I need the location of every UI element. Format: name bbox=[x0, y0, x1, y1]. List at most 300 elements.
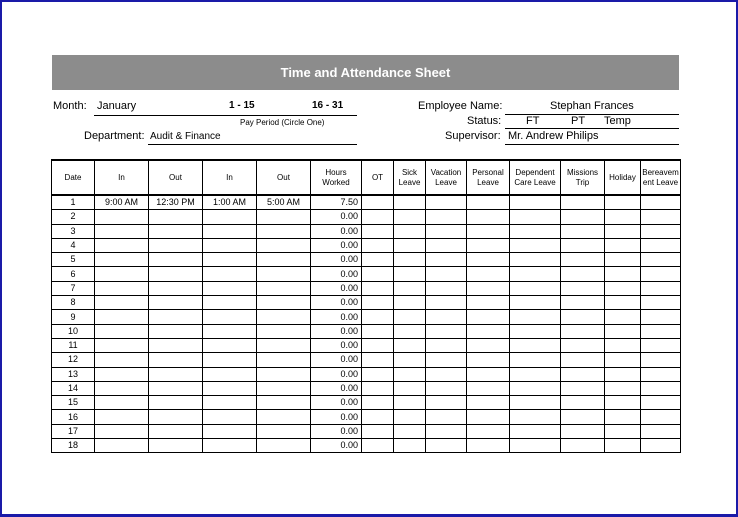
in-1-cell[interactable] bbox=[95, 210, 149, 224]
in-2-cell[interactable] bbox=[203, 353, 257, 367]
period-first-half[interactable]: 1 - 15 bbox=[229, 100, 255, 111]
hours-worked-cell[interactable]: 0.00 bbox=[311, 296, 362, 310]
ot-cell[interactable] bbox=[362, 210, 394, 224]
hours-worked-cell[interactable]: 0.00 bbox=[311, 310, 362, 324]
sick-leave-cell[interactable] bbox=[394, 267, 426, 281]
date-cell[interactable]: 4 bbox=[52, 238, 95, 252]
personal-leave-cell[interactable] bbox=[467, 296, 510, 310]
sick-leave-cell[interactable] bbox=[394, 310, 426, 324]
hours-worked-cell[interactable]: 0.00 bbox=[311, 439, 362, 453]
table-row bbox=[52, 310, 681, 324]
sick-leave-cell[interactable] bbox=[394, 424, 426, 438]
bereavement-leave-cell[interactable] bbox=[641, 238, 681, 252]
hours-worked-cell[interactable]: 7.50 bbox=[311, 195, 362, 210]
vacation-leave-cell[interactable] bbox=[426, 381, 467, 395]
in-2-cell[interactable] bbox=[203, 439, 257, 453]
vacation-leave-cell[interactable] bbox=[426, 281, 467, 295]
in-1-cell[interactable]: 9:00 AM bbox=[95, 195, 149, 210]
col-in-2: In bbox=[203, 160, 257, 195]
missions-trip-cell[interactable] bbox=[561, 253, 605, 267]
holiday-cell[interactable] bbox=[605, 281, 641, 295]
vacation-leave-cell[interactable] bbox=[426, 439, 467, 453]
ot-cell[interactable] bbox=[362, 338, 394, 352]
in-2-cell[interactable] bbox=[203, 296, 257, 310]
ot-cell[interactable] bbox=[362, 238, 394, 252]
out-2-cell[interactable] bbox=[257, 224, 311, 238]
holiday-cell[interactable] bbox=[605, 310, 641, 324]
vacation-leave-cell[interactable] bbox=[426, 296, 467, 310]
in-2-cell[interactable] bbox=[203, 324, 257, 338]
out-2-cell[interactable] bbox=[257, 310, 311, 324]
in-1-cell[interactable] bbox=[95, 396, 149, 410]
holiday-cell[interactable] bbox=[605, 424, 641, 438]
holiday-cell[interactable] bbox=[605, 396, 641, 410]
table-row bbox=[52, 253, 681, 267]
ot-cell[interactable] bbox=[362, 367, 394, 381]
in-1-cell[interactable] bbox=[95, 253, 149, 267]
table-row bbox=[52, 267, 681, 281]
in-1-cell[interactable] bbox=[95, 381, 149, 395]
personal-leave-cell[interactable] bbox=[467, 267, 510, 281]
hours-worked-cell[interactable]: 0.00 bbox=[311, 253, 362, 267]
holiday-cell[interactable] bbox=[605, 267, 641, 281]
attendance-table bbox=[51, 159, 681, 453]
out-2-cell[interactable] bbox=[257, 296, 311, 310]
col-out-2: Out bbox=[257, 160, 311, 195]
status-pt[interactable]: PT bbox=[571, 115, 586, 127]
col-dependent-care-leave: Dependent Care Leave bbox=[510, 160, 561, 195]
sheet-title: Time and Attendance Sheet bbox=[52, 55, 679, 90]
out-1-cell[interactable] bbox=[149, 338, 203, 352]
personal-leave-cell[interactable] bbox=[467, 310, 510, 324]
out-1-cell[interactable] bbox=[149, 424, 203, 438]
in-1-cell[interactable] bbox=[95, 367, 149, 381]
out-1-cell[interactable] bbox=[149, 396, 203, 410]
out-2-cell[interactable]: 5:00 AM bbox=[257, 195, 311, 210]
personal-leave-cell[interactable] bbox=[467, 210, 510, 224]
period-second-half[interactable]: 16 - 31 bbox=[312, 100, 344, 111]
dependent-care-leave-cell[interactable] bbox=[510, 281, 561, 295]
col-hours-worked: Hours Worked bbox=[311, 160, 362, 195]
date-cell[interactable]: 10 bbox=[52, 324, 95, 338]
in-1-cell[interactable] bbox=[95, 296, 149, 310]
missions-trip-cell[interactable] bbox=[561, 338, 605, 352]
col-in-1: In bbox=[95, 160, 149, 195]
dependent-care-leave-cell[interactable] bbox=[510, 238, 561, 252]
supervisor-field[interactable]: Mr. Andrew Philips bbox=[508, 130, 599, 142]
employee-field[interactable]: Stephan Frances bbox=[550, 100, 634, 112]
hours-worked-cell[interactable]: 0.00 bbox=[311, 281, 362, 295]
dependent-care-leave-cell[interactable] bbox=[510, 224, 561, 238]
out-1-cell[interactable] bbox=[149, 310, 203, 324]
pay-period-note: Pay Period (Circle One) bbox=[240, 118, 325, 127]
personal-leave-cell[interactable] bbox=[467, 253, 510, 267]
in-2-cell[interactable] bbox=[203, 424, 257, 438]
date-cell[interactable]: 5 bbox=[52, 253, 95, 267]
ot-cell[interactable] bbox=[362, 439, 394, 453]
missions-trip-cell[interactable] bbox=[561, 281, 605, 295]
vacation-leave-cell[interactable] bbox=[426, 353, 467, 367]
vacation-leave-cell[interactable] bbox=[426, 210, 467, 224]
out-2-cell[interactable] bbox=[257, 410, 311, 424]
hours-worked-cell[interactable]: 0.00 bbox=[311, 324, 362, 338]
date-cell[interactable]: 11 bbox=[52, 338, 95, 352]
holiday-cell[interactable] bbox=[605, 338, 641, 352]
supervisor-label: Supervisor: bbox=[445, 130, 501, 142]
bereavement-leave-cell[interactable] bbox=[641, 310, 681, 324]
out-2-cell[interactable] bbox=[257, 267, 311, 281]
dependent-care-leave-cell[interactable] bbox=[510, 195, 561, 210]
bereavement-leave-cell[interactable] bbox=[641, 296, 681, 310]
ot-cell[interactable] bbox=[362, 281, 394, 295]
col-personal-leave: Personal Leave bbox=[467, 160, 510, 195]
month-field[interactable]: January bbox=[97, 100, 137, 112]
vacation-leave-cell[interactable] bbox=[426, 324, 467, 338]
hours-worked-cell[interactable]: 0.00 bbox=[311, 238, 362, 252]
ot-cell[interactable] bbox=[362, 310, 394, 324]
vacation-leave-cell[interactable] bbox=[426, 238, 467, 252]
holiday-cell[interactable] bbox=[605, 410, 641, 424]
in-2-cell[interactable] bbox=[203, 338, 257, 352]
table-row bbox=[52, 439, 681, 453]
missions-trip-cell[interactable] bbox=[561, 324, 605, 338]
missions-trip-cell[interactable] bbox=[561, 296, 605, 310]
vacation-leave-cell[interactable] bbox=[426, 310, 467, 324]
date-cell[interactable]: 1 bbox=[52, 195, 95, 210]
sick-leave-cell[interactable] bbox=[394, 338, 426, 352]
ot-cell[interactable] bbox=[362, 381, 394, 395]
personal-leave-cell[interactable] bbox=[467, 424, 510, 438]
status-underline bbox=[505, 128, 679, 129]
out-2-cell[interactable] bbox=[257, 281, 311, 295]
bereavement-leave-cell[interactable] bbox=[641, 410, 681, 424]
out-1-cell[interactable] bbox=[149, 353, 203, 367]
hours-worked-cell[interactable]: 0.00 bbox=[311, 396, 362, 410]
holiday-cell[interactable] bbox=[605, 324, 641, 338]
in-1-cell[interactable] bbox=[95, 424, 149, 438]
dependent-care-leave-cell[interactable] bbox=[510, 353, 561, 367]
in-1-cell[interactable] bbox=[95, 281, 149, 295]
in-1-cell[interactable] bbox=[95, 353, 149, 367]
ot-cell[interactable] bbox=[362, 296, 394, 310]
out-2-cell[interactable] bbox=[257, 338, 311, 352]
table-row bbox=[52, 324, 681, 338]
date-cell[interactable]: 7 bbox=[52, 281, 95, 295]
bereavement-leave-cell[interactable] bbox=[641, 424, 681, 438]
in-2-cell[interactable] bbox=[203, 238, 257, 252]
personal-leave-cell[interactable] bbox=[467, 324, 510, 338]
in-2-cell[interactable] bbox=[203, 381, 257, 395]
sick-leave-cell[interactable] bbox=[394, 195, 426, 210]
out-2-cell[interactable] bbox=[257, 324, 311, 338]
in-2-cell[interactable] bbox=[203, 396, 257, 410]
sick-leave-cell[interactable] bbox=[394, 281, 426, 295]
bereavement-leave-cell[interactable] bbox=[641, 195, 681, 210]
dependent-care-leave-cell[interactable] bbox=[510, 210, 561, 224]
personal-leave-cell[interactable] bbox=[467, 281, 510, 295]
personal-leave-cell[interactable] bbox=[467, 195, 510, 210]
hours-worked-cell[interactable]: 0.00 bbox=[311, 210, 362, 224]
table-row bbox=[52, 410, 681, 424]
ot-cell[interactable] bbox=[362, 267, 394, 281]
out-2-cell[interactable] bbox=[257, 253, 311, 267]
bereavement-leave-cell[interactable] bbox=[641, 224, 681, 238]
vacation-leave-cell[interactable] bbox=[426, 338, 467, 352]
sick-leave-cell[interactable] bbox=[394, 439, 426, 453]
missions-trip-cell[interactable] bbox=[561, 224, 605, 238]
table-row bbox=[52, 281, 681, 295]
table-row bbox=[52, 381, 681, 395]
holiday-cell[interactable] bbox=[605, 296, 641, 310]
dependent-care-leave-cell[interactable] bbox=[510, 253, 561, 267]
in-1-cell[interactable] bbox=[95, 238, 149, 252]
holiday-cell[interactable] bbox=[605, 238, 641, 252]
in-1-cell[interactable] bbox=[95, 324, 149, 338]
hours-worked-cell[interactable]: 0.00 bbox=[311, 224, 362, 238]
missions-trip-cell[interactable] bbox=[561, 424, 605, 438]
missions-trip-cell[interactable] bbox=[561, 381, 605, 395]
ot-cell[interactable] bbox=[362, 224, 394, 238]
hours-worked-cell[interactable]: 0.00 bbox=[311, 381, 362, 395]
supervisor-underline bbox=[505, 144, 679, 145]
date-cell[interactable]: 2 bbox=[52, 210, 95, 224]
personal-leave-cell[interactable] bbox=[467, 224, 510, 238]
out-1-cell[interactable] bbox=[149, 381, 203, 395]
sick-leave-cell[interactable] bbox=[394, 367, 426, 381]
missions-trip-cell[interactable] bbox=[561, 367, 605, 381]
in-2-cell[interactable] bbox=[203, 281, 257, 295]
sick-leave-cell[interactable] bbox=[394, 410, 426, 424]
status-temp[interactable]: Temp bbox=[604, 115, 631, 127]
missions-trip-cell[interactable] bbox=[561, 195, 605, 210]
sick-leave-cell[interactable] bbox=[394, 253, 426, 267]
month-label: Month: bbox=[53, 100, 87, 112]
dependent-care-leave-cell[interactable] bbox=[510, 296, 561, 310]
vacation-leave-cell[interactable] bbox=[426, 396, 467, 410]
in-2-cell[interactable] bbox=[203, 224, 257, 238]
date-cell[interactable]: 6 bbox=[52, 267, 95, 281]
missions-trip-cell[interactable] bbox=[561, 267, 605, 281]
date-cell[interactable]: 17 bbox=[52, 424, 95, 438]
out-2-cell[interactable] bbox=[257, 381, 311, 395]
sick-leave-cell[interactable] bbox=[394, 210, 426, 224]
sick-leave-cell[interactable] bbox=[394, 296, 426, 310]
out-2-cell[interactable] bbox=[257, 367, 311, 381]
missions-trip-cell[interactable] bbox=[561, 410, 605, 424]
out-1-cell[interactable] bbox=[149, 281, 203, 295]
personal-leave-cell[interactable] bbox=[467, 381, 510, 395]
col-date: Date bbox=[52, 160, 95, 195]
missions-trip-cell[interactable] bbox=[561, 210, 605, 224]
sick-leave-cell[interactable] bbox=[394, 381, 426, 395]
personal-leave-cell[interactable] bbox=[467, 353, 510, 367]
out-2-cell[interactable] bbox=[257, 424, 311, 438]
dependent-care-leave-cell[interactable] bbox=[510, 338, 561, 352]
in-2-cell[interactable] bbox=[203, 310, 257, 324]
out-2-cell[interactable] bbox=[257, 210, 311, 224]
out-1-cell[interactable] bbox=[149, 238, 203, 252]
missions-trip-cell[interactable] bbox=[561, 396, 605, 410]
dependent-care-leave-cell[interactable] bbox=[510, 410, 561, 424]
personal-leave-cell[interactable] bbox=[467, 439, 510, 453]
out-1-cell[interactable] bbox=[149, 410, 203, 424]
sick-leave-cell[interactable] bbox=[394, 238, 426, 252]
date-cell[interactable]: 16 bbox=[52, 410, 95, 424]
bereavement-leave-cell[interactable] bbox=[641, 381, 681, 395]
bereavement-leave-cell[interactable] bbox=[641, 267, 681, 281]
vacation-leave-cell[interactable] bbox=[426, 195, 467, 210]
col-missions-trip: Missions Trip bbox=[561, 160, 605, 195]
hours-worked-cell[interactable]: 0.00 bbox=[311, 353, 362, 367]
in-2-cell[interactable]: 1:00 AM bbox=[203, 195, 257, 210]
personal-leave-cell[interactable] bbox=[467, 367, 510, 381]
bereavement-leave-cell[interactable] bbox=[641, 324, 681, 338]
status-ft[interactable]: FT bbox=[526, 115, 540, 127]
holiday-cell[interactable] bbox=[605, 253, 641, 267]
bereavement-leave-cell[interactable] bbox=[641, 210, 681, 224]
col-holiday: Holiday bbox=[605, 160, 641, 195]
in-1-cell[interactable] bbox=[95, 439, 149, 453]
out-2-cell[interactable] bbox=[257, 439, 311, 453]
vacation-leave-cell[interactable] bbox=[426, 410, 467, 424]
date-cell[interactable]: 8 bbox=[52, 296, 95, 310]
table-row bbox=[52, 353, 681, 367]
in-1-cell[interactable] bbox=[95, 338, 149, 352]
department-field[interactable]: Audit & Finance bbox=[150, 131, 221, 142]
personal-leave-cell[interactable] bbox=[467, 238, 510, 252]
table-row bbox=[52, 210, 681, 224]
personal-leave-cell[interactable] bbox=[467, 410, 510, 424]
bereavement-leave-cell[interactable] bbox=[641, 396, 681, 410]
holiday-cell[interactable] bbox=[605, 367, 641, 381]
ot-cell[interactable] bbox=[362, 396, 394, 410]
holiday-cell[interactable] bbox=[605, 439, 641, 453]
out-1-cell[interactable] bbox=[149, 324, 203, 338]
ot-cell[interactable] bbox=[362, 353, 394, 367]
bereavement-leave-cell[interactable] bbox=[641, 367, 681, 381]
missions-trip-cell[interactable] bbox=[561, 310, 605, 324]
sick-leave-cell[interactable] bbox=[394, 324, 426, 338]
out-1-cell[interactable] bbox=[149, 439, 203, 453]
table-row bbox=[52, 224, 681, 238]
out-1-cell[interactable] bbox=[149, 267, 203, 281]
dependent-care-leave-cell[interactable] bbox=[510, 367, 561, 381]
holiday-cell[interactable] bbox=[605, 381, 641, 395]
department-underline bbox=[148, 144, 357, 145]
date-cell[interactable]: 18 bbox=[52, 439, 95, 453]
out-1-cell[interactable]: 12:30 PM bbox=[149, 195, 203, 210]
hours-worked-cell[interactable]: 0.00 bbox=[311, 267, 362, 281]
date-cell[interactable]: 3 bbox=[52, 224, 95, 238]
sick-leave-cell[interactable] bbox=[394, 353, 426, 367]
date-cell[interactable]: 12 bbox=[52, 353, 95, 367]
date-cell[interactable]: 15 bbox=[52, 396, 95, 410]
vacation-leave-cell[interactable] bbox=[426, 224, 467, 238]
ot-cell[interactable] bbox=[362, 195, 394, 210]
date-cell[interactable]: 9 bbox=[52, 310, 95, 324]
out-2-cell[interactable] bbox=[257, 396, 311, 410]
bereavement-leave-cell[interactable] bbox=[641, 353, 681, 367]
vacation-leave-cell[interactable] bbox=[426, 253, 467, 267]
ot-cell[interactable] bbox=[362, 324, 394, 338]
status-label: Status: bbox=[467, 115, 502, 127]
in-1-cell[interactable] bbox=[95, 310, 149, 324]
out-1-cell[interactable] bbox=[149, 210, 203, 224]
bereavement-leave-cell[interactable] bbox=[641, 338, 681, 352]
bereavement-leave-cell[interactable] bbox=[641, 281, 681, 295]
dependent-care-leave-cell[interactable] bbox=[510, 324, 561, 338]
table-row bbox=[52, 367, 681, 381]
table-row bbox=[52, 424, 681, 438]
sick-leave-cell[interactable] bbox=[394, 396, 426, 410]
vacation-leave-cell[interactable] bbox=[426, 424, 467, 438]
header-row bbox=[52, 160, 681, 195]
out-1-cell[interactable] bbox=[149, 296, 203, 310]
dependent-care-leave-cell[interactable] bbox=[510, 267, 561, 281]
date-cell[interactable]: 13 bbox=[52, 367, 95, 381]
vacation-leave-cell[interactable] bbox=[426, 367, 467, 381]
ot-cell[interactable] bbox=[362, 424, 394, 438]
col-vacation-leave: Vacation Leave bbox=[426, 160, 467, 195]
employee-label: Employee Name: bbox=[418, 100, 503, 112]
personal-leave-cell[interactable] bbox=[467, 338, 510, 352]
dependent-care-leave-cell[interactable] bbox=[510, 381, 561, 395]
ot-cell[interactable] bbox=[362, 410, 394, 424]
in-2-cell[interactable] bbox=[203, 410, 257, 424]
dependent-care-leave-cell[interactable] bbox=[510, 439, 561, 453]
col-out-1: Out bbox=[149, 160, 203, 195]
table-row bbox=[52, 238, 681, 252]
holiday-cell[interactable] bbox=[605, 353, 641, 367]
missions-trip-cell[interactable] bbox=[561, 353, 605, 367]
in-1-cell[interactable] bbox=[95, 410, 149, 424]
hours-worked-cell[interactable]: 0.00 bbox=[311, 424, 362, 438]
dependent-care-leave-cell[interactable] bbox=[510, 424, 561, 438]
out-2-cell[interactable] bbox=[257, 353, 311, 367]
missions-trip-cell[interactable] bbox=[561, 439, 605, 453]
missions-trip-cell[interactable] bbox=[561, 238, 605, 252]
holiday-cell[interactable] bbox=[605, 195, 641, 210]
out-2-cell[interactable] bbox=[257, 238, 311, 252]
dependent-care-leave-cell[interactable] bbox=[510, 310, 561, 324]
sick-leave-cell[interactable] bbox=[394, 224, 426, 238]
vacation-leave-cell[interactable] bbox=[426, 267, 467, 281]
hours-worked-cell[interactable]: 0.00 bbox=[311, 367, 362, 381]
table-row bbox=[52, 195, 681, 210]
dependent-care-leave-cell[interactable] bbox=[510, 396, 561, 410]
date-cell[interactable]: 14 bbox=[52, 381, 95, 395]
in-2-cell[interactable] bbox=[203, 267, 257, 281]
col-ot: OT bbox=[362, 160, 394, 195]
hours-worked-cell[interactable]: 0.00 bbox=[311, 338, 362, 352]
in-1-cell[interactable] bbox=[95, 224, 149, 238]
in-2-cell[interactable] bbox=[203, 253, 257, 267]
personal-leave-cell[interactable] bbox=[467, 396, 510, 410]
holiday-cell[interactable] bbox=[605, 210, 641, 224]
bereavement-leave-cell[interactable] bbox=[641, 439, 681, 453]
bereavement-leave-cell[interactable] bbox=[641, 253, 681, 267]
out-1-cell[interactable] bbox=[149, 367, 203, 381]
in-1-cell[interactable] bbox=[95, 267, 149, 281]
col-sick-leave: Sick Leave bbox=[394, 160, 426, 195]
ot-cell[interactable] bbox=[362, 253, 394, 267]
hours-worked-cell[interactable]: 0.00 bbox=[311, 410, 362, 424]
out-1-cell[interactable] bbox=[149, 224, 203, 238]
in-2-cell[interactable] bbox=[203, 367, 257, 381]
holiday-cell[interactable] bbox=[605, 224, 641, 238]
out-1-cell[interactable] bbox=[149, 253, 203, 267]
in-2-cell[interactable] bbox=[203, 210, 257, 224]
